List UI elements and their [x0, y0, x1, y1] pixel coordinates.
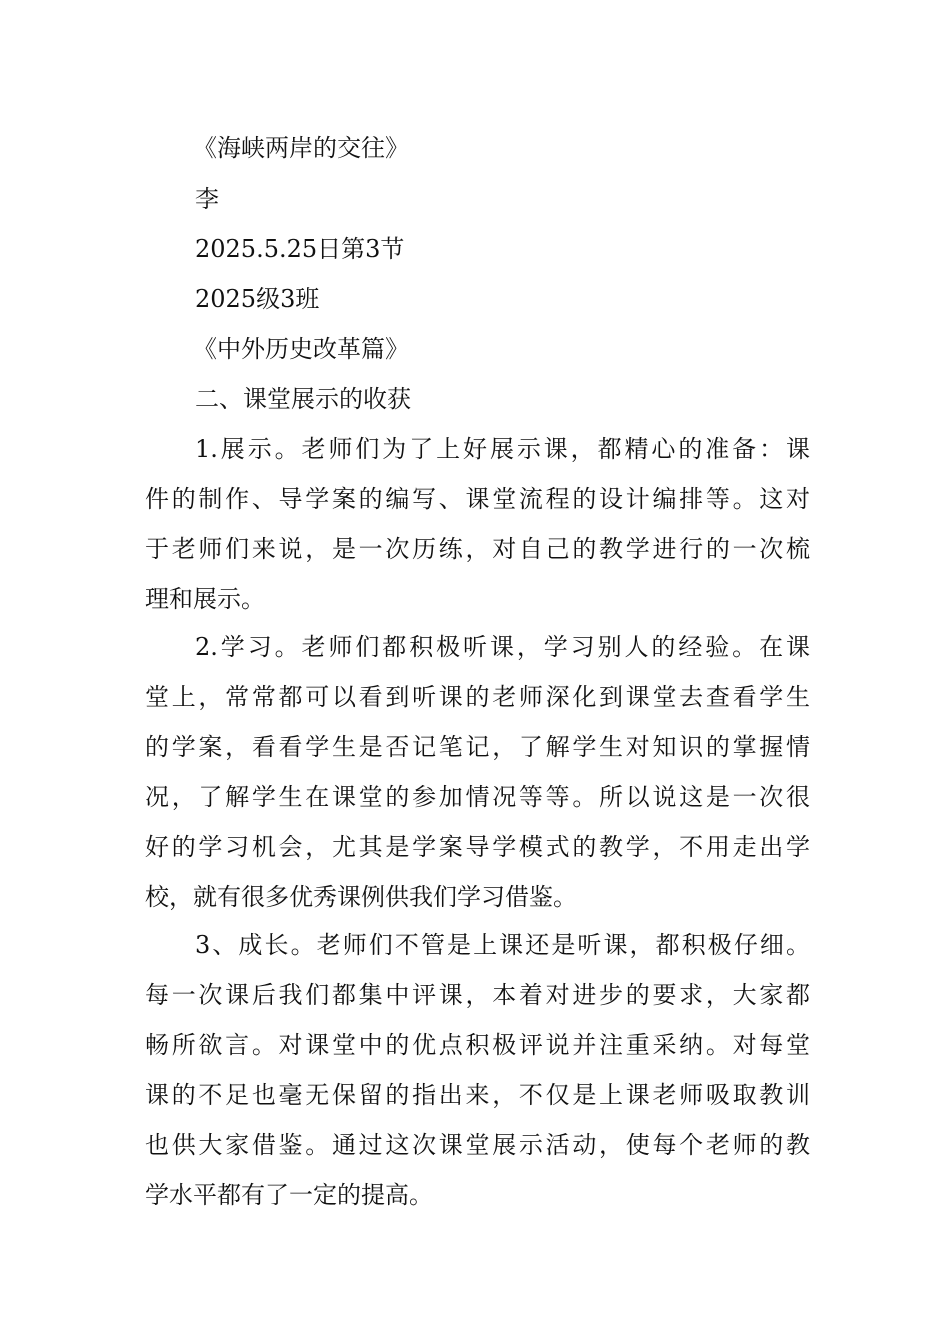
- paragraph-line: 3、成长。老师们不管是上课还是听课，都积极仔细。: [195, 931, 810, 959]
- paragraph-line: 课的不足也毫无保留的指出来，不仅是上课老师吸取教训: [145, 1081, 810, 1109]
- paragraph-line: 学水平都有了一定的提高。: [145, 1181, 433, 1209]
- paragraph-line: 畅所欲言。对课堂中的优点积极评说并注重采纳。对每堂: [145, 1031, 810, 1059]
- paragraph-line: 况，了解学生在课堂的参加情况等等。所以说这是一次很: [145, 783, 810, 811]
- paragraph-line: 校，就有很多优秀课例供我们学习借鉴。: [145, 883, 577, 911]
- section-heading: 二、课堂展示的收获: [195, 385, 411, 413]
- lesson-date: 2025.5.25日第3节: [195, 235, 405, 263]
- paragraph-line: 1.展示。老师们为了上好展示课，都精心的准备：课: [195, 435, 810, 463]
- class-name: 2025级3班: [195, 285, 320, 313]
- paragraph-line: 堂上，常常都可以看到听课的老师深化到课堂去查看学生: [145, 683, 810, 711]
- paragraph-line: 2.学习。老师们都积极听课，学习别人的经验。在课: [195, 633, 810, 661]
- teacher-name: 李: [195, 185, 219, 213]
- paragraph-line: 每一次课后我们都集中评课，本着对进步的要求，大家都: [145, 981, 810, 1009]
- paragraph-learning: [145, 632, 810, 932]
- lesson-title-2: 《中外历史改革篇》: [193, 335, 409, 363]
- paragraph-line: 好的学习机会，尤其是学案导学模式的教学，不用走出学: [145, 833, 810, 861]
- paragraph-line: 理和展示。: [145, 585, 265, 613]
- paragraph-line: 的学案，看看学生是否记笔记，了解学生对知识的掌握情: [145, 733, 810, 761]
- paragraph-showcase: [145, 434, 810, 634]
- lesson-title-1: 《海峡两岸的交往》: [193, 134, 409, 162]
- paragraph-line: 也供大家借鉴。通过这次课堂展示活动，使每个老师的教: [145, 1131, 810, 1159]
- paragraph-growth: [145, 930, 810, 1230]
- paragraph-line: 件的制作、导学案的编写、课堂流程的设计编排等。这对: [145, 485, 810, 513]
- paragraph-line: 于老师们来说，是一次历练，对自己的教学进行的一次梳: [145, 535, 810, 563]
